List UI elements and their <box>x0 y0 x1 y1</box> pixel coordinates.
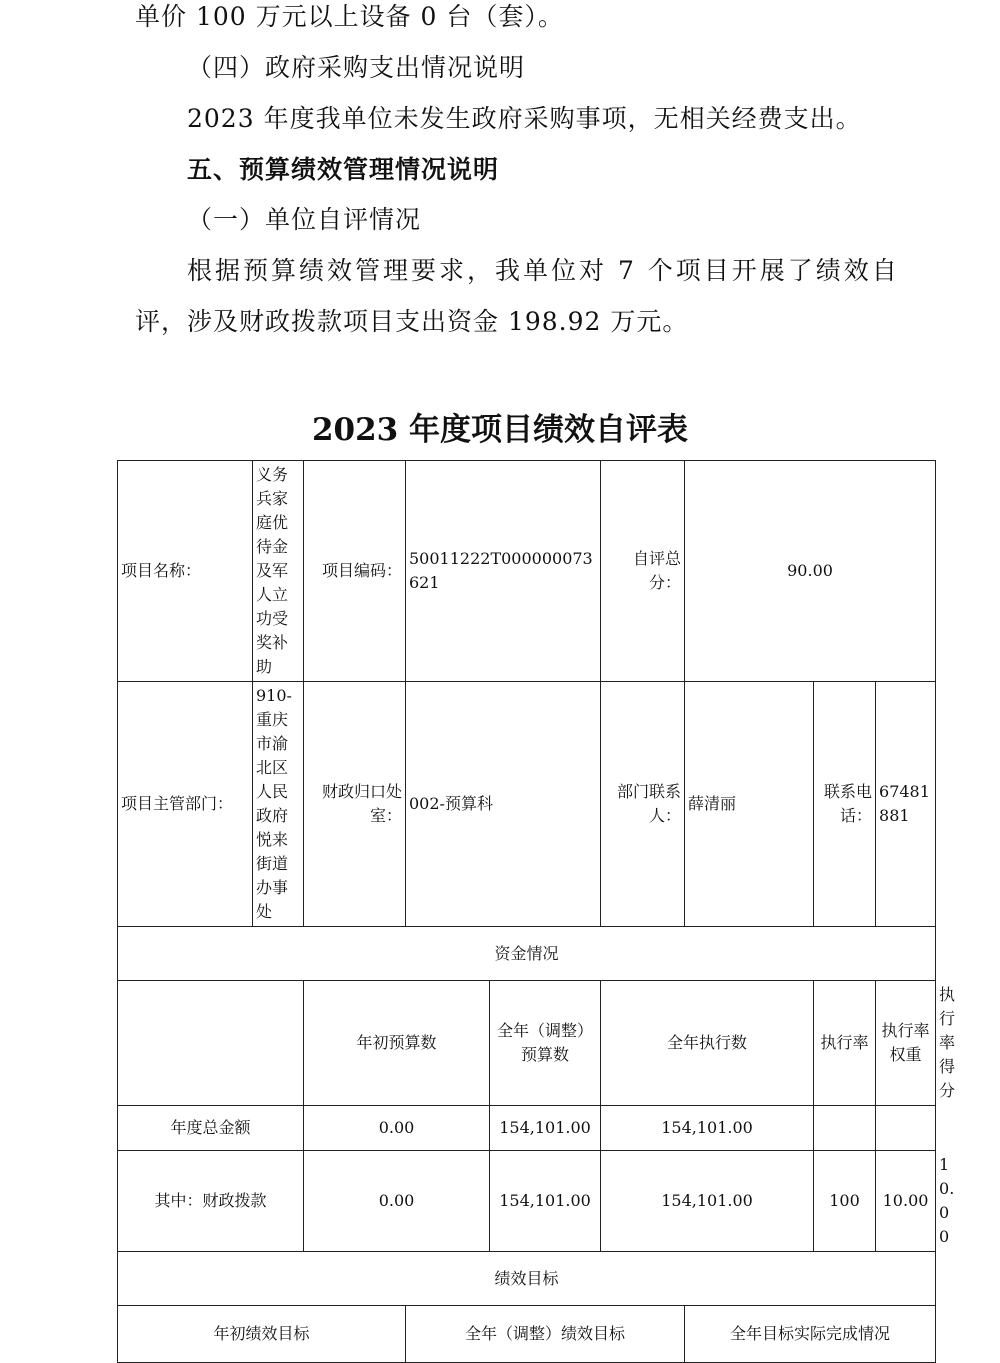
col-rate-weight: 执行率权重 <box>876 981 936 1106</box>
rate-value: 100 <box>814 1151 876 1252</box>
section-heading-5: 五、预算绩效管理情况说明 <box>187 155 500 184</box>
section-heading-4: （四）政府采购支出情况说明 <box>187 53 526 82</box>
finance-office-value: 002-预算科 <box>406 682 601 927</box>
contact-value: 薛清丽 <box>685 682 814 927</box>
col-adjusted-budget: 全年（调整）预算数 <box>490 981 601 1106</box>
goals-section-header: 绩效目标 <box>118 1252 936 1306</box>
col-exec-rate: 执行率 <box>814 981 876 1106</box>
text-line: 根据预算绩效管理要求，我单位对 7 个项目开展了绩效自 <box>187 256 900 285</box>
project-code-label: 项目编码： <box>304 461 406 682</box>
initial-value: 0.00 <box>304 1106 490 1151</box>
performance-evaluation-table: 项目名称： 义务兵家庭优待金及军人立功受奖补助 项目编码： 50011222T000000073621 自评总分： 90.00 项目主管部门： 910-重庆市渝北区人民政府悦来街道办事处 财政归口处室： 002-预算科 部门联系人： 薛清丽 联系电话： 67481881 资金情况 年初预算数 全年（调整）预算数 全年执行数 执行率 执行率权重 执行率得分 年度总金额 0.00 154,101.00 154,101.00 其中：财政拨款 0.00 154,101.00 154,101.00 100 10.00 10.00 绩效目标 年初绩效目标 全年（调整）绩效目标 全年目标实际完成情况 <box>117 460 936 1363</box>
rate-value <box>814 1106 876 1151</box>
executed-value: 154,101.00 <box>601 1106 814 1151</box>
row-label: 其中：财政拨款 <box>118 1151 304 1252</box>
empty-cell <box>118 981 304 1106</box>
col-initial-budget: 年初预算数 <box>304 981 490 1106</box>
row-label: 年度总金额 <box>118 1106 304 1151</box>
score-label: 自评总分： <box>601 461 685 682</box>
text-line: 评，涉及财政拨款项目支出资金 198.92 万元。 <box>135 307 689 336</box>
col-executed: 全年执行数 <box>601 981 814 1106</box>
project-name-label: 项目名称： <box>118 461 253 682</box>
project-code: 50011222T000000073621 <box>406 461 601 682</box>
dept-label: 项目主管部门： <box>118 682 253 927</box>
phone-label: 联系电话： <box>814 682 876 927</box>
text-line: 2023 年度我单位未发生政府采购事项，无相关经费支出。 <box>187 104 862 133</box>
dept-value: 910-重庆市渝北区人民政府悦来街道办事处 <box>253 682 304 927</box>
weight-value <box>876 1106 936 1151</box>
goal-initial-header: 年初绩效目标 <box>118 1306 406 1363</box>
phone-value: 67481881 <box>876 682 936 927</box>
adjusted-value: 154,101.00 <box>490 1106 601 1151</box>
goal-adjusted-header: 全年（调整）绩效目标 <box>406 1306 685 1363</box>
subsection-heading: （一）单位自评情况 <box>187 205 422 234</box>
weight-value: 10.00 <box>876 1151 936 1252</box>
executed-value: 154,101.00 <box>601 1151 814 1252</box>
table-row: 其中：财政拨款 0.00 154,101.00 154,101.00 100 10.00 10.00 <box>118 1151 936 1252</box>
finance-office-label: 财政归口处室： <box>304 682 406 927</box>
table-row <box>118 1106 936 1151</box>
initial-value: 0.00 <box>304 1151 490 1252</box>
score-value: 90.00 <box>685 461 936 682</box>
table-title: 2023 年度项目绩效自评表 <box>311 412 689 448</box>
funds-section-header: 资金情况 <box>118 927 936 981</box>
goal-actual-header: 全年目标实际完成情况 <box>685 1306 936 1363</box>
project-name: 义务兵家庭优待金及军人立功受奖补助 <box>253 461 304 682</box>
adjusted-value: 154,101.00 <box>490 1151 601 1252</box>
text-line: 单价 100 万元以上设备 0 台（套）。 <box>135 2 564 31</box>
contact-label: 部门联系人： <box>601 682 685 927</box>
